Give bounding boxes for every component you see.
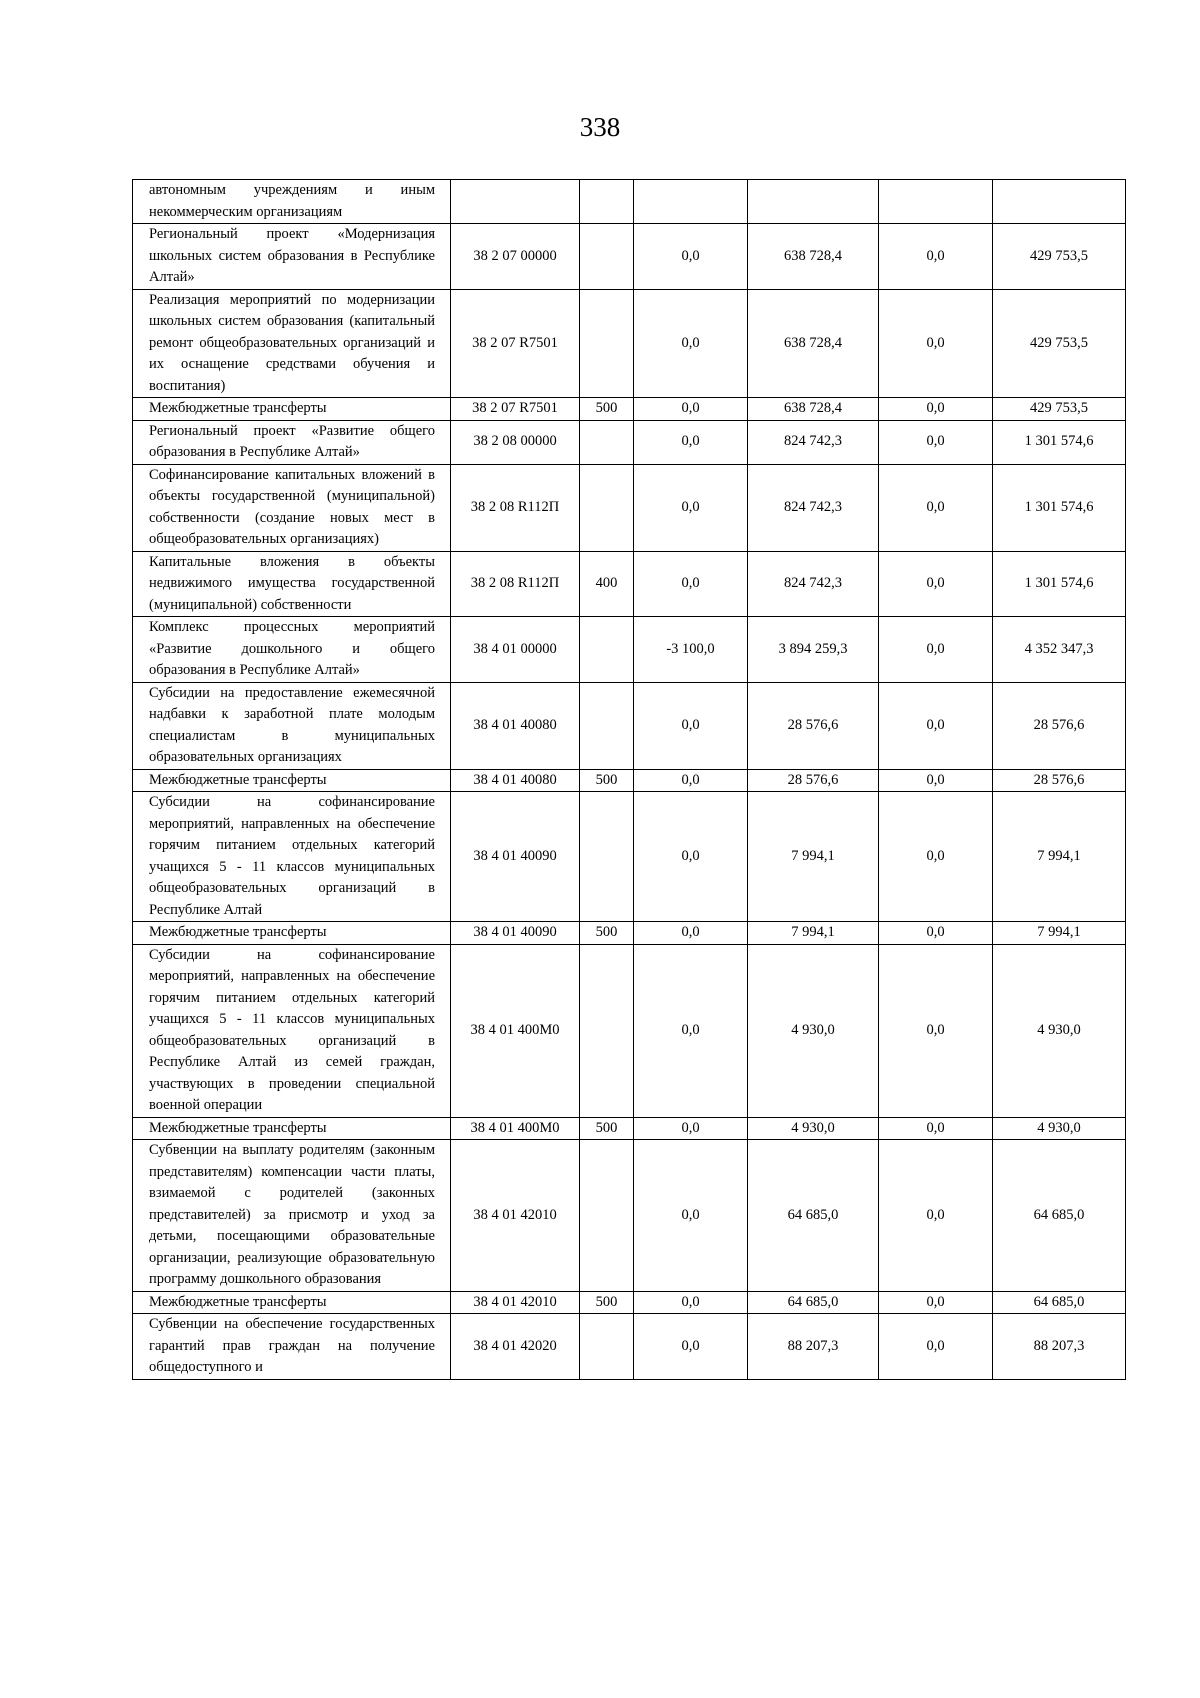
cell-target-code: 38 4 01 00000 <box>451 617 580 683</box>
cell-item-name: Межбюджетные трансферты <box>133 1117 451 1140</box>
cell-item-name: автономным учреждениям и иным некоммерческим организациям <box>133 180 451 224</box>
cell-value-4: 7 994,1 <box>993 792 1126 922</box>
cell-target-code <box>451 180 580 224</box>
cell-value-4 <box>993 180 1126 224</box>
cell-expense-type <box>580 682 634 769</box>
cell-value-4: 429 753,5 <box>993 289 1126 398</box>
cell-expense-type <box>580 944 634 1117</box>
cell-value-4: 429 753,5 <box>993 398 1126 421</box>
cell-value-1: 0,0 <box>634 1314 748 1380</box>
cell-expense-type <box>580 464 634 551</box>
cell-value-4: 28 576,6 <box>993 682 1126 769</box>
cell-value-4: 429 753,5 <box>993 224 1126 290</box>
cell-value-1 <box>634 180 748 224</box>
table-row <box>133 944 1126 1117</box>
cell-value-1: 0,0 <box>634 420 748 464</box>
cell-item-name: Межбюджетные трансферты <box>133 398 451 421</box>
cell-value-2: 64 685,0 <box>748 1140 879 1292</box>
cell-expense-type: 500 <box>580 922 634 945</box>
cell-value-4: 1 301 574,6 <box>993 420 1126 464</box>
cell-item-name: Софинансирование капитальных вложений в объекты государственной (муниципальной) собственности (создание новых мест в общеобразовательных организациях) <box>133 464 451 551</box>
cell-expense-type <box>580 792 634 922</box>
budget-table-body <box>133 180 1126 1380</box>
cell-target-code: 38 4 01 400М0 <box>451 1117 580 1140</box>
cell-item-name: Региональный проект «Модернизация школьных систем образования в Республике Алтай» <box>133 224 451 290</box>
cell-target-code: 38 4 01 42020 <box>451 1314 580 1380</box>
table-row <box>133 1314 1126 1380</box>
cell-value-2: 824 742,3 <box>748 420 879 464</box>
cell-value-3: 0,0 <box>879 398 993 421</box>
cell-item-name: Межбюджетные трансферты <box>133 922 451 945</box>
cell-item-name: Капитальные вложения в объекты недвижимого имущества государственной (муниципальной) собственности <box>133 551 451 617</box>
cell-target-code: 38 2 07 00000 <box>451 224 580 290</box>
cell-value-2 <box>748 180 879 224</box>
cell-value-4: 7 994,1 <box>993 922 1126 945</box>
cell-value-1: 0,0 <box>634 944 748 1117</box>
cell-value-4: 4 930,0 <box>993 944 1126 1117</box>
cell-expense-type <box>580 289 634 398</box>
cell-value-1: 0,0 <box>634 792 748 922</box>
table-row <box>133 1117 1126 1140</box>
cell-value-2: 4 930,0 <box>748 1117 879 1140</box>
cell-item-name: Субсидии на софинансирование мероприятий, направленных на обеспечение горячим питанием отдельных категорий учащихся 5 - 11 классов муниципальных общеобразовательных организаций в Республике Алтай <box>133 792 451 922</box>
cell-value-4: 64 685,0 <box>993 1291 1126 1314</box>
cell-value-1: 0,0 <box>634 922 748 945</box>
cell-value-1: 0,0 <box>634 464 748 551</box>
cell-value-2: 638 728,4 <box>748 398 879 421</box>
cell-value-1: 0,0 <box>634 398 748 421</box>
cell-value-1: -3 100,0 <box>634 617 748 683</box>
table-row <box>133 922 1126 945</box>
cell-value-2: 7 994,1 <box>748 922 879 945</box>
cell-target-code: 38 4 01 40080 <box>451 769 580 792</box>
cell-target-code: 38 4 01 40080 <box>451 682 580 769</box>
cell-value-3: 0,0 <box>879 1291 993 1314</box>
table-row <box>133 617 1126 683</box>
cell-value-2: 88 207,3 <box>748 1314 879 1380</box>
cell-target-code: 38 2 07 R7501 <box>451 398 580 421</box>
cell-target-code: 38 4 01 40090 <box>451 922 580 945</box>
cell-expense-type <box>580 224 634 290</box>
cell-expense-type: 500 <box>580 1291 634 1314</box>
cell-value-2: 64 685,0 <box>748 1291 879 1314</box>
cell-value-2: 3 894 259,3 <box>748 617 879 683</box>
cell-value-1: 0,0 <box>634 1291 748 1314</box>
cell-target-code: 38 2 08 00000 <box>451 420 580 464</box>
cell-expense-type <box>580 180 634 224</box>
table-row <box>133 551 1126 617</box>
cell-target-code: 38 4 01 400М0 <box>451 944 580 1117</box>
cell-value-3: 0,0 <box>879 420 993 464</box>
cell-value-2: 4 930,0 <box>748 944 879 1117</box>
cell-value-2: 824 742,3 <box>748 551 879 617</box>
cell-value-1: 0,0 <box>634 1117 748 1140</box>
cell-value-3: 0,0 <box>879 1314 993 1380</box>
cell-target-code: 38 2 07 R7501 <box>451 289 580 398</box>
cell-target-code: 38 4 01 42010 <box>451 1291 580 1314</box>
table-row <box>133 769 1126 792</box>
cell-expense-type: 500 <box>580 1117 634 1140</box>
cell-value-2: 824 742,3 <box>748 464 879 551</box>
cell-value-4: 4 930,0 <box>993 1117 1126 1140</box>
cell-value-1: 0,0 <box>634 551 748 617</box>
table-row <box>133 682 1126 769</box>
table-row <box>133 224 1126 290</box>
cell-target-code: 38 4 01 42010 <box>451 1140 580 1292</box>
cell-value-4: 64 685,0 <box>993 1140 1126 1292</box>
table-row <box>133 289 1126 398</box>
cell-value-4: 88 207,3 <box>993 1314 1126 1380</box>
table-row <box>133 1291 1126 1314</box>
cell-value-4: 1 301 574,6 <box>993 464 1126 551</box>
table-row <box>133 420 1126 464</box>
cell-target-code: 38 2 08 R112П <box>451 464 580 551</box>
cell-value-3: 0,0 <box>879 464 993 551</box>
cell-expense-type <box>580 617 634 683</box>
cell-value-2: 638 728,4 <box>748 289 879 398</box>
cell-value-1: 0,0 <box>634 1140 748 1292</box>
cell-item-name: Межбюджетные трансферты <box>133 1291 451 1314</box>
cell-value-3: 0,0 <box>879 682 993 769</box>
cell-target-code: 38 2 08 R112П <box>451 551 580 617</box>
cell-value-3 <box>879 180 993 224</box>
cell-value-3: 0,0 <box>879 769 993 792</box>
cell-value-3: 0,0 <box>879 792 993 922</box>
cell-item-name: Комплекс процессных мероприятий «Развитие дошкольного и общего образования в Республике Алтай» <box>133 617 451 683</box>
cell-value-3: 0,0 <box>879 944 993 1117</box>
cell-value-3: 0,0 <box>879 922 993 945</box>
cell-expense-type <box>580 420 634 464</box>
cell-expense-type: 400 <box>580 551 634 617</box>
cell-item-name: Межбюджетные трансферты <box>133 769 451 792</box>
table-row <box>133 464 1126 551</box>
cell-value-1: 0,0 <box>634 224 748 290</box>
cell-value-3: 0,0 <box>879 289 993 398</box>
cell-value-3: 0,0 <box>879 224 993 290</box>
cell-value-1: 0,0 <box>634 289 748 398</box>
cell-expense-type <box>580 1314 634 1380</box>
cell-item-name: Реализация мероприятий по модернизации школьных систем образования (капитальный ремонт общеобразовательных организаций и их оснащение средствами обучения и воспитания) <box>133 289 451 398</box>
cell-value-2: 638 728,4 <box>748 224 879 290</box>
cell-value-4: 1 301 574,6 <box>993 551 1126 617</box>
cell-item-name: Субсидии на софинансирование мероприятий, направленных на обеспечение горячим питанием отдельных категорий учащихся 5 - 11 классов муниципальных общеобразовательных организаций в Республике Алтай из семей граждан, участвующих в проведении специальной военной операции <box>133 944 451 1117</box>
cell-expense-type: 500 <box>580 398 634 421</box>
cell-item-name: Субвенции на выплату родителям (законным представителям) компенсации части платы, взимаемой с родителей (законных представителей) за присмотр и уход за детьми, посещающими образовательные организации, реализующие образовательную программу дошкольного образования <box>133 1140 451 1292</box>
table-row <box>133 792 1126 922</box>
cell-value-3: 0,0 <box>879 1140 993 1292</box>
cell-value-4: 4 352 347,3 <box>993 617 1126 683</box>
cell-item-name: Субвенции на обеспечение государственных гарантий прав граждан на получение общедоступного и <box>133 1314 451 1380</box>
cell-value-3: 0,0 <box>879 617 993 683</box>
cell-value-3: 0,0 <box>879 1117 993 1140</box>
cell-value-3: 0,0 <box>879 551 993 617</box>
table-row <box>133 180 1126 224</box>
budget-table <box>132 179 1126 1380</box>
page-number: 338 <box>579 112 621 142</box>
table-row <box>133 1140 1126 1292</box>
table-row <box>133 398 1126 421</box>
cell-target-code: 38 4 01 40090 <box>451 792 580 922</box>
cell-value-1: 0,0 <box>634 769 748 792</box>
cell-expense-type <box>580 1140 634 1292</box>
cell-item-name: Региональный проект «Развитие общего образования в Республике Алтай» <box>133 420 451 464</box>
cell-item-name: Субсидии на предоставление ежемесячной надбавки к заработной плате молодым специалистам в муниципальных образовательных организациях <box>133 682 451 769</box>
cell-value-1: 0,0 <box>634 682 748 769</box>
cell-value-2: 7 994,1 <box>748 792 879 922</box>
cell-value-4: 28 576,6 <box>993 769 1126 792</box>
cell-value-2: 28 576,6 <box>748 682 879 769</box>
cell-expense-type: 500 <box>580 769 634 792</box>
cell-value-2: 28 576,6 <box>748 769 879 792</box>
